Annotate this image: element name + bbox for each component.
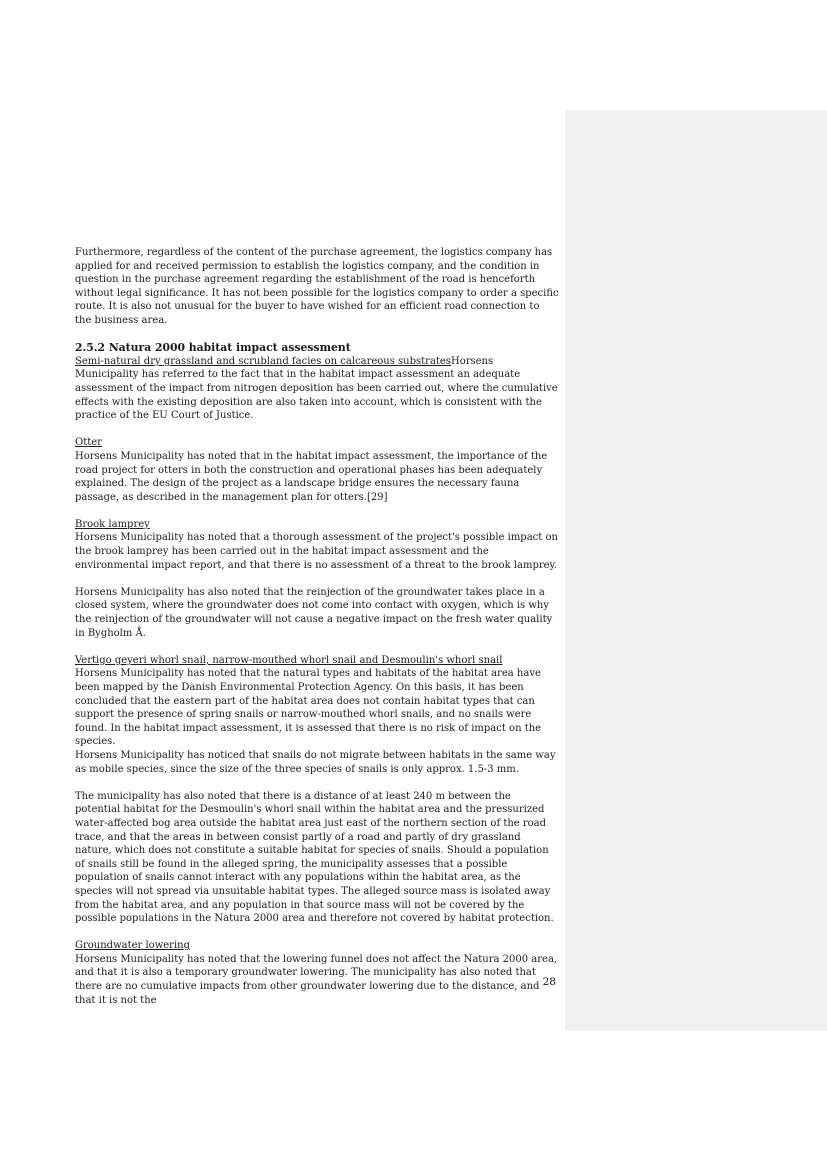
section-heading: 2.5.2 Natura 2000 habitat impact assessment bbox=[75, 341, 351, 355]
subheading-otter: Otter bbox=[75, 437, 102, 449]
intro-paragraph: Furthermore, regardless of the content of the purchase agreement, the logistics company has applied for and received permission to establish the logistics company, and the condition in question in the purchase agreement regarding the establishment of the road is henceforth without legal significance. It has not been possible for the logistics company to order a specific route. It is also not unusual for the buyer to have wished for an efficient road connection to the business area. bbox=[75, 247, 559, 326]
subheading-groundwater: Groundwater lowering bbox=[75, 940, 191, 952]
subheading-snail: Vertigo geyeri whorl snail, narrow-mouthed whorl snail and Desmoulin's whorl snail bbox=[75, 654, 503, 666]
grassland-text: Horsens Municipality has referred to the fact that in the habitat impact assessment an adequate assessment of the impact from nitrogen deposition has been carried out, where the cumulative effects with the existing deposition are also taken into account, which is consistent with the practice of the EU Court of Justice. bbox=[75, 355, 558, 422]
groundwater-text: Horsens Municipality has noted that the lowering funnel does not affect the Natura 2000 area, and that it is also a temporary groundwater lowering. The municipality has also noted that there are no cumulative impacts from other groundwater lowering due to the distance, and that it is not the bbox=[75, 953, 558, 1006]
otter-text: Horsens Municipality has noted that in the habitat impact assessment, the importance of the road project for otters in both the construction and operational phases has been adequately explained. The design of the project as a landscape bridge ensures the necessary fauna passage, as described in the management plan for otters.[29] bbox=[75, 450, 548, 503]
page-number: 28 bbox=[542, 976, 556, 988]
groundwater-block bbox=[75, 939, 559, 1007]
subheading-grassland: Semi-natural dry grassland and scrubland facies on calcareous substrates bbox=[75, 355, 451, 367]
comment-sidebar bbox=[565, 110, 827, 1031]
document-body bbox=[75, 246, 559, 1021]
lamprey-block bbox=[75, 518, 559, 572]
grassland-paragraph bbox=[75, 355, 559, 423]
snail-paragraph-3: The municipality has also noted that there is a distance of at least 240 m between the potential habitat for the Desmoulin's whorl snail within the habitat area and the pressurized water-affected bog area outside the habitat area just east of the northern section of the road trace, and that the areas in between consist partly of a road and partly of dry grassland nature, which does not constitute a suitable habitat for species of snails. Should a population of snails still be found in the alleged spring, the municipality assesses that a possible population of snails cannot interact with any populations within the habitat area, as the species will not spread via unsuitable habitat types. The alleged source mass is isolated away from the habitat area, and any population in that source mass will not be covered by the possible populations in the Natura 2000 area and therefore not covered by habitat protection. bbox=[75, 790, 554, 925]
subheading-lamprey: Brook lamprey bbox=[75, 518, 150, 530]
lamprey-paragraph-2: Horsens Municipality has also noted that the reinjection of the groundwater takes place in a closed system, where the groundwater does not come into contact with oxygen, which is why the reinjection of the groundwater will not cause a negative impact on the fresh water quality in Bygholm Å. bbox=[75, 586, 553, 639]
snail-text-1: Horsens Municipality has noted that the natural types and habitats of the habitat area have been mapped by the Danish Environmental Protection Agency. On this basis, it has been concluded that the eastern part of the habitat area does not contain habitat types that can support the presence of spring snails or narrow-mouthed whorl snails, and no snails were found. In the habitat impact assessment, it is assessed that there is no risk of impact on the species. bbox=[75, 668, 542, 748]
lamprey-text-1: Horsens Municipality has noted that a thorough assessment of the project's possible impact on the brook lamprey has been carried out in the habitat impact assessment and the environmental impact report, and that there is no assessment of a threat to the brook lamprey. bbox=[75, 532, 558, 571]
otter-block bbox=[75, 436, 559, 504]
snail-paragraph-2: Horsens Municipality has noticed that snails do not migrate between habitats in the same way as mobile species, since the size of the three species of snails is only approx. 1.5-3 mm. bbox=[75, 749, 556, 775]
snail-block bbox=[75, 654, 559, 749]
